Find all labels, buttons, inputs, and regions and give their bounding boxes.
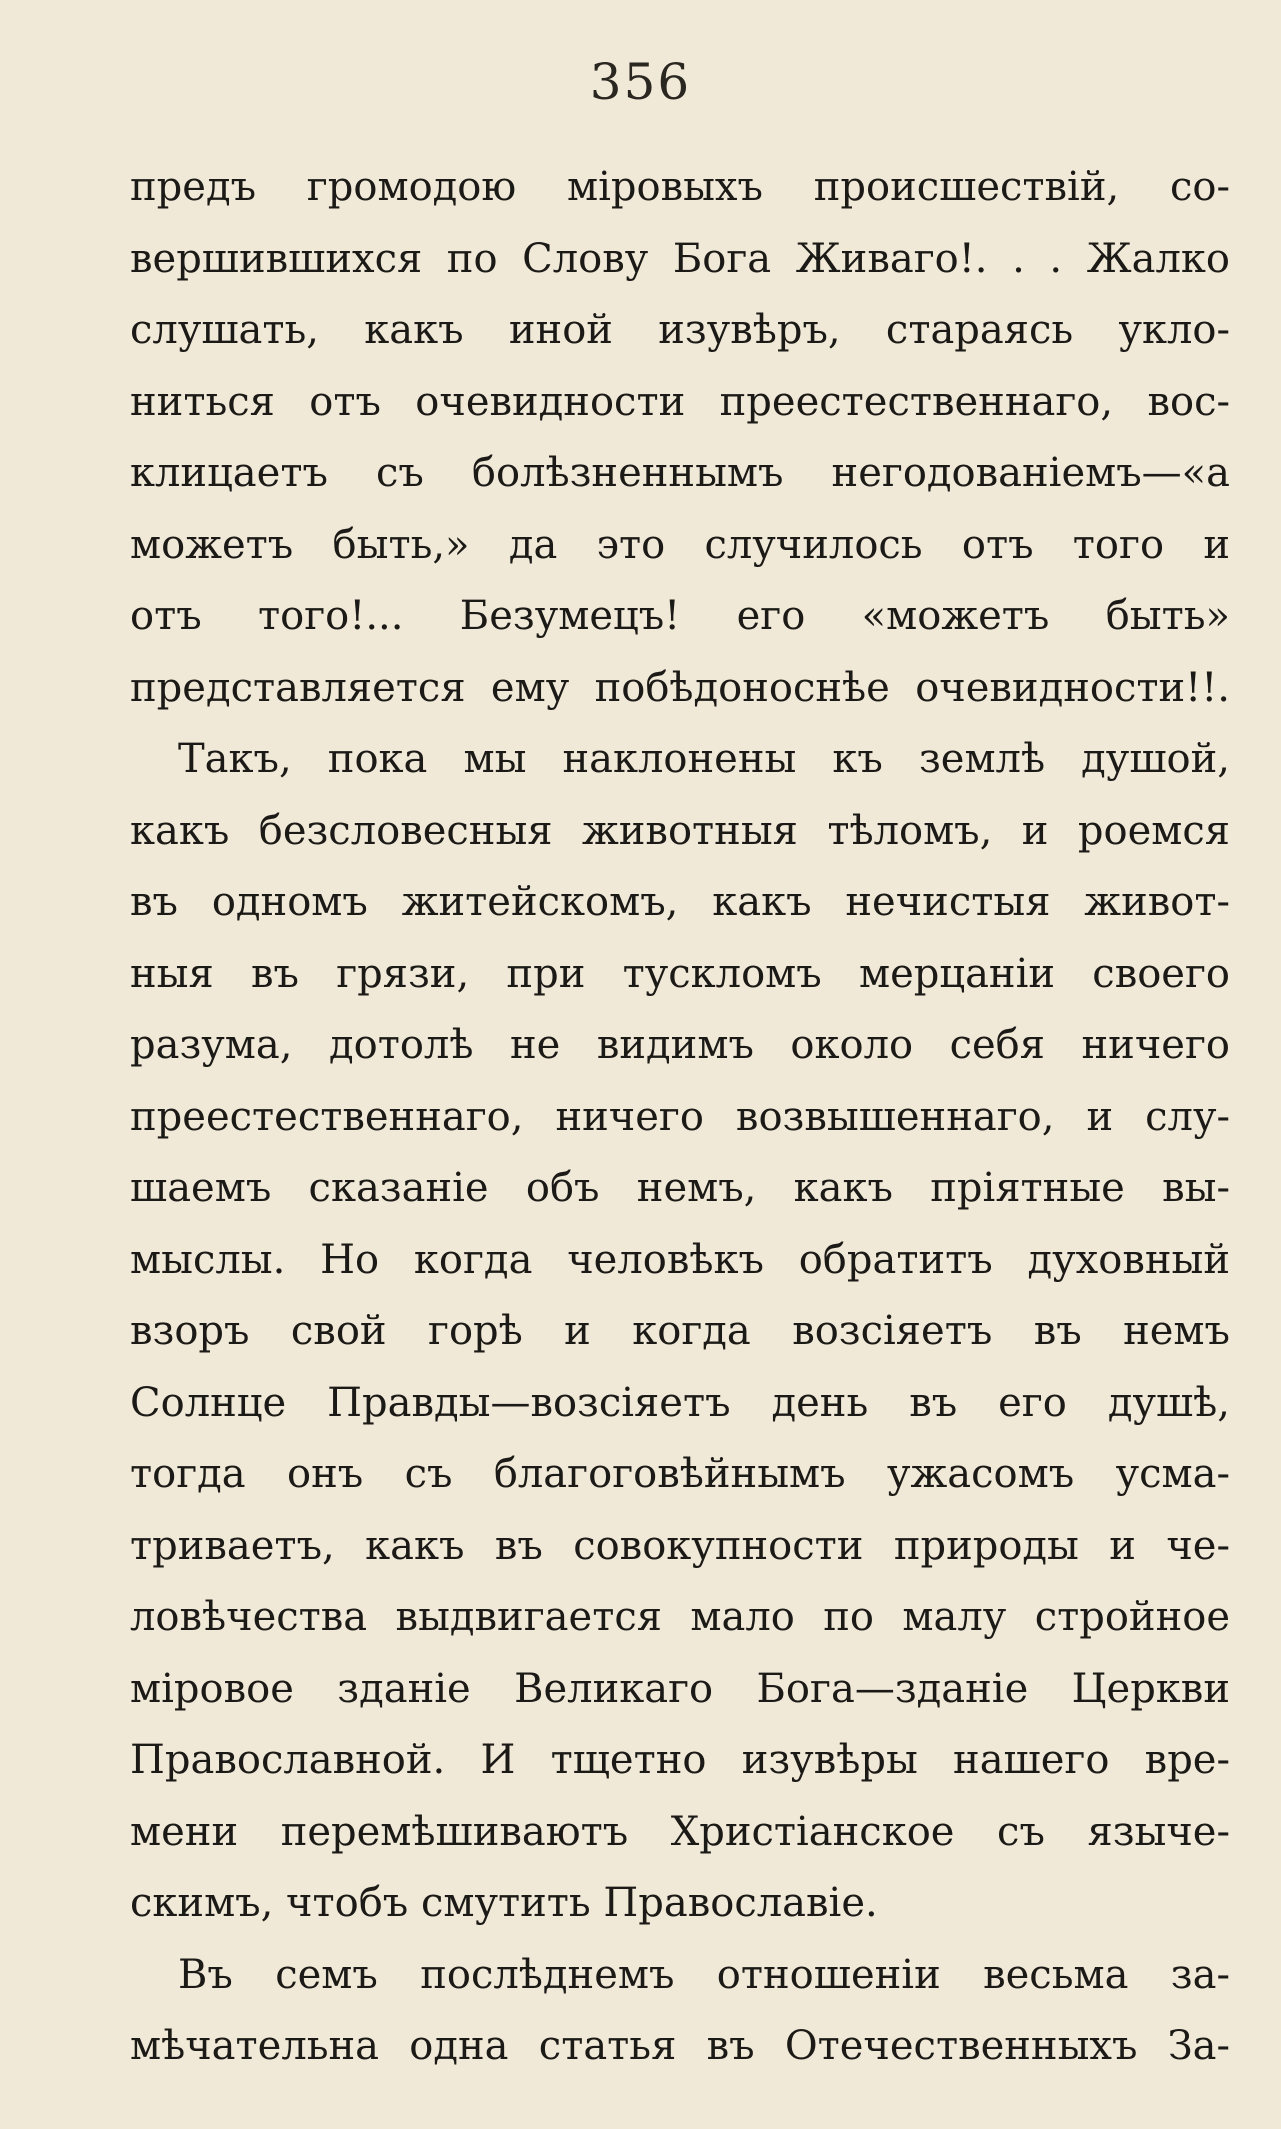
text-line: шаемъ сказаніе объ немъ, какъ пріятные вы-	[130, 1165, 1230, 1211]
text-line: Солнце Правды—возсіяетъ день въ его душѣ,	[130, 1379, 1230, 1426]
text-line: вершившихся по Слову Бога Живаго!. . . Жалко	[130, 235, 1230, 282]
body-text	[130, 152, 1230, 2083]
text-line: мыслы. Но когда человѣкъ обратитъ духовный	[130, 1236, 1230, 1283]
text-line: скимъ, чтобъ смутить Православіе.	[130, 1880, 878, 1926]
text-line: ловѣчества выдвигается мало по малу стройное	[130, 1594, 1230, 1640]
text-line: какъ безсловесныя животныя тѣломъ, и роемся	[130, 807, 1230, 854]
text-line: міровое зданіе Великаго Бога—зданіе Церкви	[130, 1665, 1230, 1712]
text-line: представляется ему побѣдоноснѣе очевидности!!.	[130, 664, 1230, 711]
text-line: тогда онъ съ благоговѣйнымъ ужасомъ усма-	[130, 1451, 1230, 1497]
text-line: ныя въ грязи, при тускломъ мерцаніи своего	[130, 950, 1230, 997]
paragraph	[130, 724, 1230, 1940]
text-line: Православной. И тщетно изувѣры нашего вре-	[130, 1737, 1230, 1783]
text-line: Въ семъ послѣднемъ отношеніи весьма за-	[178, 1951, 1230, 1998]
page-number: 356	[589, 53, 692, 111]
text-line: въ одномъ житейскомъ, какъ нечистыя живот-	[130, 879, 1230, 925]
paragraph	[130, 1940, 1230, 2083]
text-line: клицаетъ съ болѣзненнымъ негодованіемъ—«а	[130, 450, 1230, 496]
text-line: слушать, какъ иной изувѣръ, стараясь укло-	[130, 307, 1230, 353]
paragraph	[130, 152, 1230, 724]
text-line: отъ того!... Безумецъ! его «можетъ быть»	[130, 593, 1230, 639]
text-line: взоръ свой горѣ и когда возсіяетъ въ немъ	[130, 1308, 1230, 1354]
text-line: можетъ быть,» да это случилось отъ того и	[130, 521, 1230, 568]
text-line: разума, дотолѣ не видимъ около себя ничего	[130, 1022, 1230, 1068]
text-line: мѣчательна одна статья въ Отечественныхъ За-	[130, 2023, 1230, 2069]
text-line: мени перемѣшиваютъ Христіанское съ языче-	[130, 1808, 1230, 1855]
text-line: преестественнаго, ничего возвышеннаго, и слу-	[130, 1093, 1230, 1140]
text-line: триваетъ, какъ въ совокупности природы и че-	[130, 1522, 1230, 1569]
text-line: ниться отъ очевидности преестественнаго, вос-	[130, 378, 1230, 425]
text-line: предъ громодою міровыхъ происшествій, со-	[130, 164, 1230, 210]
text-line: Такъ, пока мы наклонены къ землѣ душой,	[178, 736, 1230, 782]
